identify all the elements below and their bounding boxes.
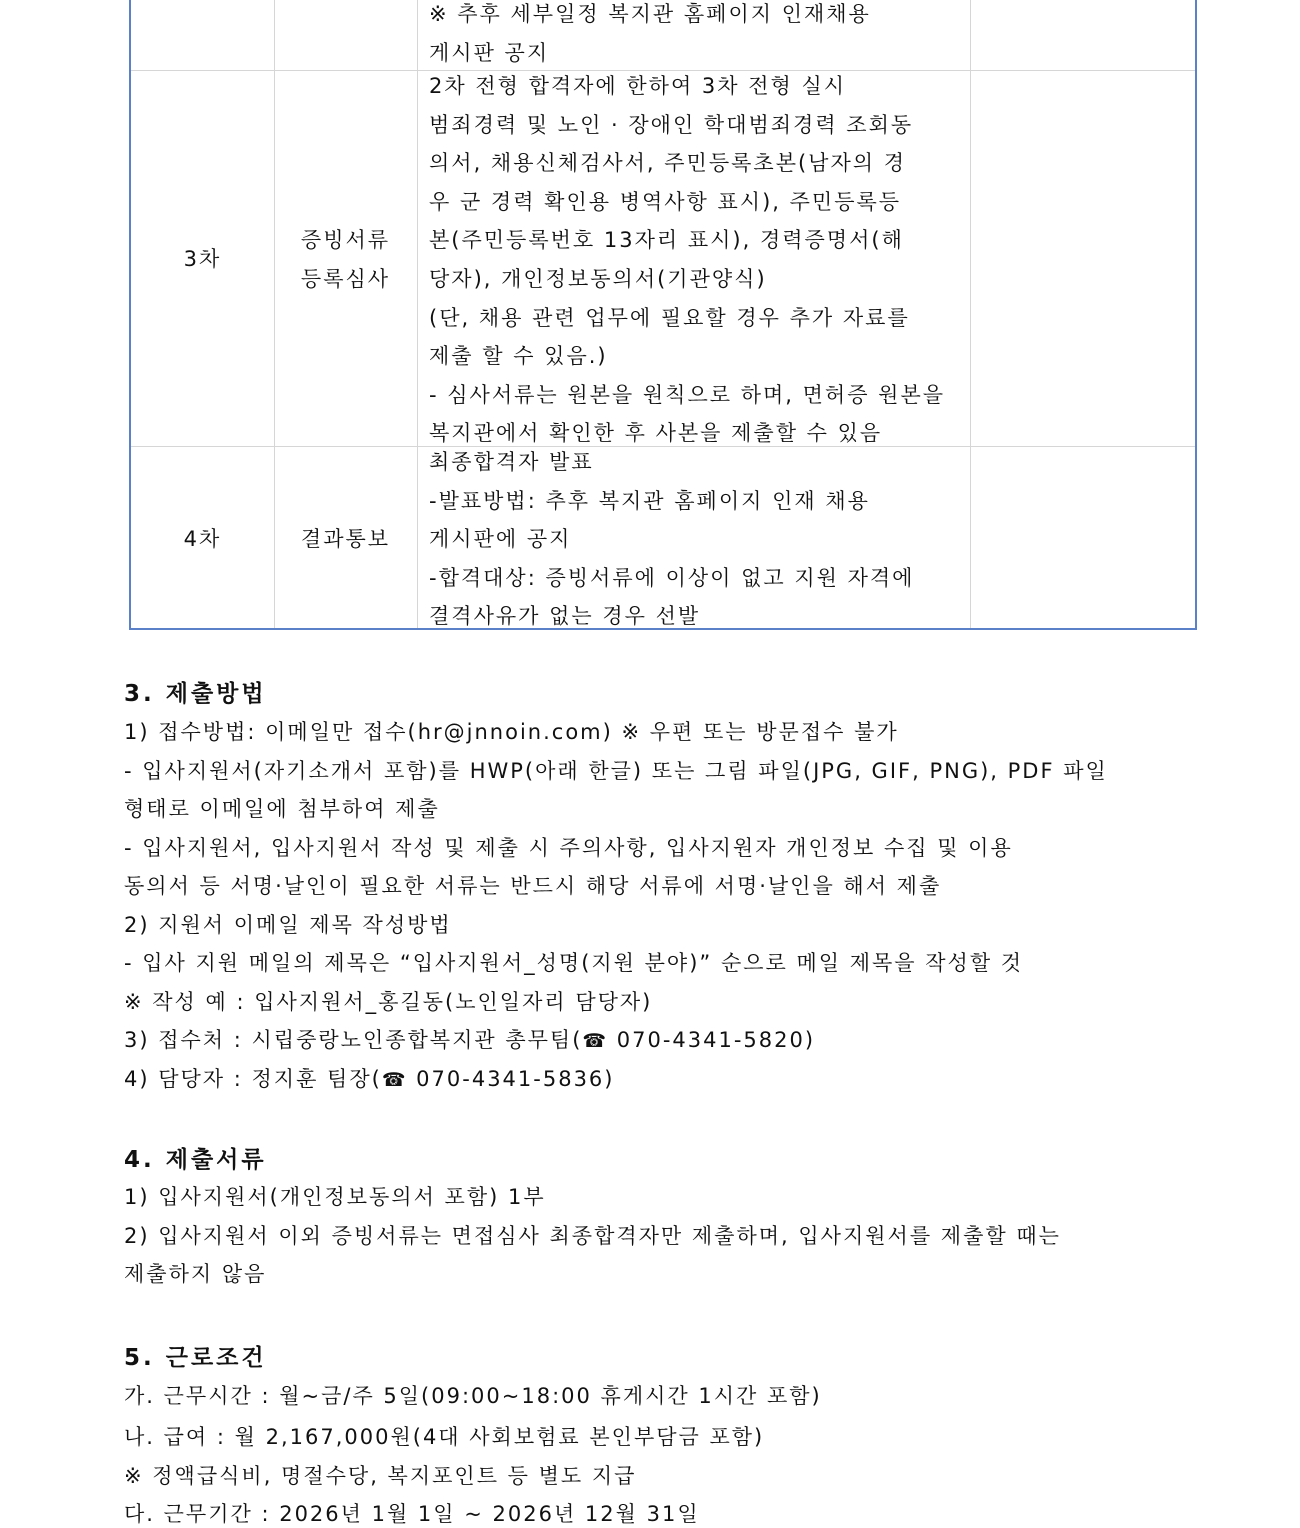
stage-cell: 3차 (183, 247, 222, 271)
body-line: ※ 정액급식비, 명절수당, 복지포인트 등 별도 지급 (124, 1464, 637, 1488)
content-line: 복지관에서 확인한 후 사본을 제출할 수 있음 (429, 421, 883, 446)
screening-schedule-table (129, 0, 1197, 630)
body-line: 동의서 등 서명·날인이 필요한 서류는 반드시 해당 서류에 서명·날인을 해서 제출 (124, 874, 942, 898)
contact-line (124, 1024, 815, 1054)
screening-type-cell: 결과통보 (300, 527, 391, 551)
body-line: 2) 지원서 이메일 제목 작성방법 (124, 913, 452, 937)
content-line: 결격사유가 없는 경우 선발 (429, 604, 701, 629)
content-line: 최종합격자 발표 (429, 450, 594, 474)
content-line: 2차 전형 합격자에 한하여 3차 전형 실시 (429, 74, 847, 98)
content-line: ※ 추후 세부일정 복지관 홈페이지 인재채용 (429, 2, 871, 26)
content-line: 게시판 공지 (429, 40, 550, 65)
body-line: ※ 작성 예 : 입사지원서_홍길동(노인일자리 담당자) (124, 990, 653, 1014)
phone-icon: ☎ (381, 1069, 408, 1091)
body-line: - 입사 지원 메일의 제목은 “입사지원서_성명(지원 분야)” 순으로 메일 제목을 작성할 것 (124, 951, 1024, 975)
content-line: 범죄경력 및 노인 · 장애인 학대범죄경력 조회동 (429, 112, 914, 137)
contact-label: 4) 담당자 : 정지훈 팀장( (124, 1067, 382, 1091)
content-line: 의서, 채용신체검사서, 주민등록초본(남자의 경 (429, 151, 907, 176)
section-title: 3. 제출방법 (124, 681, 267, 707)
body-line: 1) 접수방법: 이메일만 접수(hr@jnnoin.com) ※ 우편 또는 방문접수 불가 (124, 720, 899, 744)
content-line: 게시판에 공지 (429, 527, 572, 552)
column-divider (970, 0, 971, 628)
body-line: 나. 급여 : 월 2,167,000원(4대 사회보험료 본인부담금 포함) (124, 1425, 765, 1449)
column-divider (417, 0, 418, 628)
section-title: 5. 근로조건 (124, 1345, 267, 1371)
screening-type-line: 등록심사 (300, 266, 391, 291)
body-line: 제출하지 않음 (124, 1262, 267, 1286)
content-line: 우 군 경력 확인용 병역사항 표시), 주민등록등 (429, 189, 902, 214)
content-line: -발표방법: 추후 복지관 홈페이지 인재 채용 (429, 488, 870, 513)
body-line: 2) 입사지원서 이외 증빙서류는 면접심사 최종합격자만 제출하며, 입사지원서를 제출할 때는 (124, 1224, 1061, 1248)
body-line: 가. 근무시간 : 월~금/주 5일(09:00~18:00 휴게시간 1시간 포함) (124, 1384, 822, 1408)
content-line: -합격대상: 증빙서류에 이상이 없고 지원 자격에 (429, 565, 915, 590)
contact-line (124, 1063, 615, 1093)
screening-content-cell (429, 443, 914, 636)
screening-type-line: 증빙서류 (300, 228, 391, 252)
body-line: 다. 근무기간 : 2026년 1월 1일 ~ 2026년 12월 31일 (124, 1502, 700, 1526)
content-line: (단, 채용 관련 업무에 필요할 경우 추가 자료를 (429, 305, 910, 330)
stage-cell: 4차 (183, 527, 222, 551)
body-line: 형태로 이메일에 첨부하여 제출 (124, 797, 440, 821)
body-line: 1) 입사지원서(개인정보동의서 포함) 1부 (124, 1185, 546, 1209)
body-line: - 입사지원서(자기소개서 포함)를 HWP(아래 한글) 또는 그림 파일(JPG, GIF, PNG), PDF 파일 (124, 759, 1108, 783)
row-continued-content (429, 0, 871, 72)
phone-number: 070-4341-5820) (616, 1028, 816, 1052)
contact-label: 3) 접수처 : 시립중랑노인종합복지관 총무팀( (124, 1028, 583, 1052)
phone-icon: ☎ (582, 1030, 609, 1052)
body-line: - 입사지원서, 입사지원서 작성 및 제출 시 주의사항, 입사지원자 개인정보 수집 및 이용 (124, 836, 1013, 860)
screening-content-cell (429, 67, 945, 453)
screening-type-cell (274, 221, 417, 298)
content-line: 당자), 개인정보동의서(기관양식) (429, 266, 767, 291)
content-line: - 심사서류는 원본을 원칙으로 하며, 면허증 원본을 (429, 382, 946, 407)
content-line: 본(주민등록번호 13자리 표시), 경력증명서(해 (429, 228, 904, 253)
section-title: 4. 제출서류 (124, 1147, 267, 1173)
content-line: 제출 할 수 있음.) (429, 344, 608, 369)
phone-number: 070-4341-5836) (416, 1067, 615, 1091)
